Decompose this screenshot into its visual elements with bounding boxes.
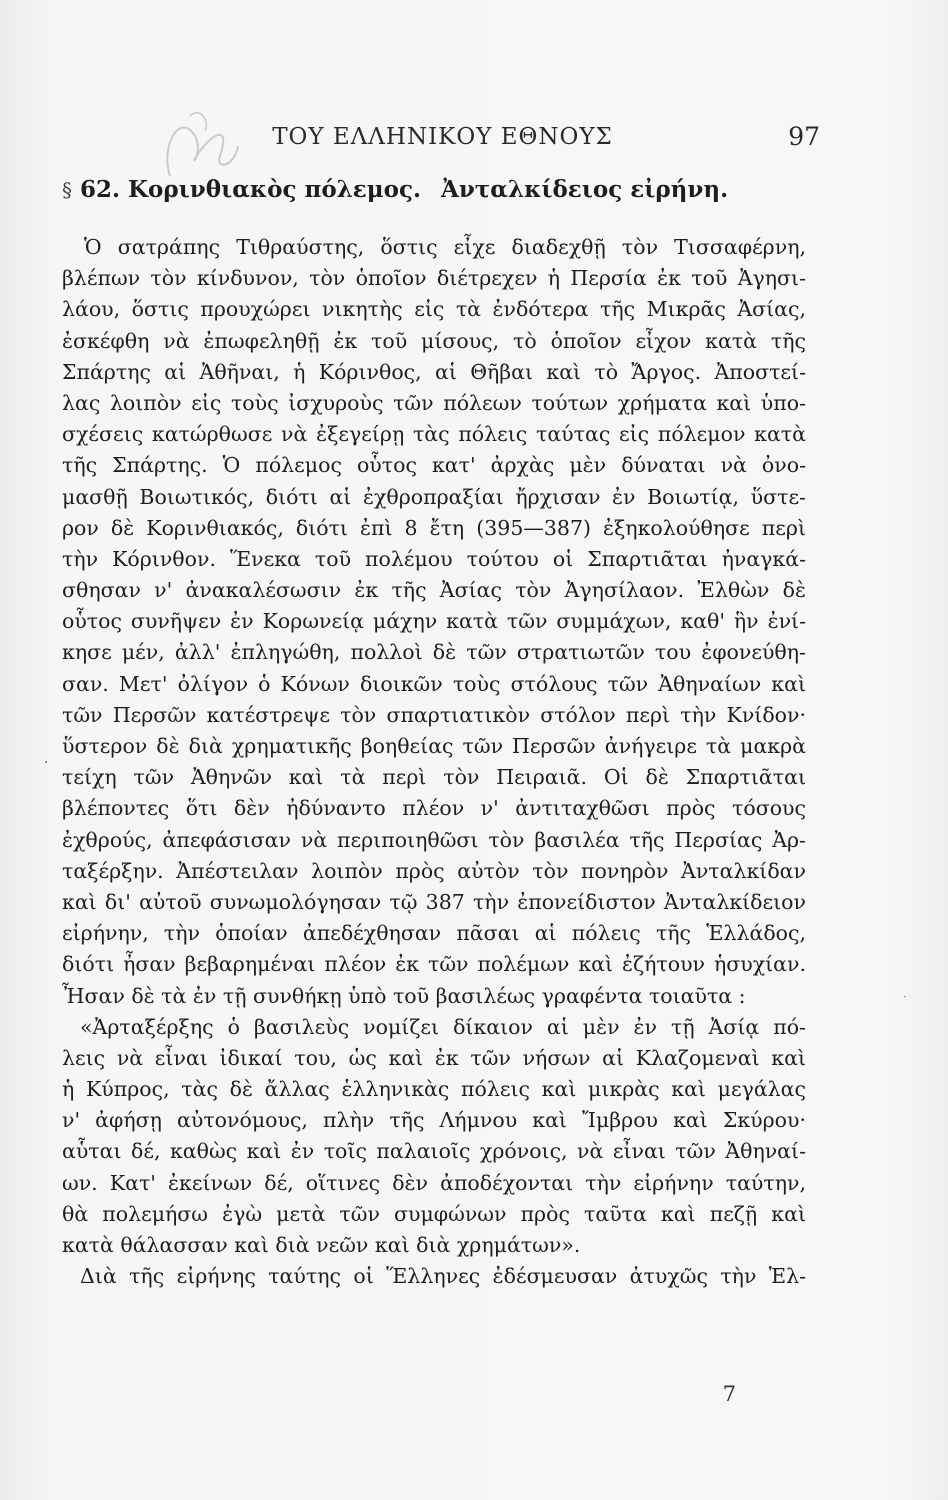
text-line: εἰρήνην, τὴν ὁποίαν ἀπεδέχθησαν πᾶσαι αἱ πόλεις τῆς Ἑλλάδος, bbox=[62, 921, 806, 946]
section-title-part2: Ἀνταλκίδειος εἰρήνη. bbox=[440, 176, 729, 203]
text-line: ἐχθρούς, ἀπεφάσισαν νὰ περιποιηθῶσι τὸν βασιλέα τῆς Περσίας Ἀρ- bbox=[62, 827, 806, 852]
text-line: τῶν Περσῶν κατέστρεψε τὸν σπαρτιατικὸν στόλον περὶ τὴν Κνίδον· bbox=[62, 702, 806, 727]
page-number: 97 bbox=[788, 122, 820, 151]
text-line: λάου, ὅστις προυχώρει νικητὴς εἰς τὰ ἐνδότερα τῆς Μικρᾶς Ἀσίας, bbox=[62, 297, 806, 322]
text-line: θὰ πολεμήσω ἐγὼ μετὰ τῶν συμφώνων πρὸς ταῦτα καὶ πεζῇ καὶ bbox=[62, 1201, 806, 1226]
signature-mark: 7 bbox=[722, 1382, 736, 1406]
text-line: Ὁ σατράπης Τιθραύστης, ὅστις εἶχε διαδεχθῇ τὸν Τισσαφέρνη, bbox=[84, 235, 806, 259]
text-line: βλέποντες ὅτι δὲν ἠδύναντο πλέον ν' ἀντιταχθῶσι πρὸς τόσους bbox=[62, 796, 806, 821]
text-line: Ἦσαν δὲ τὰ ἐν τῇ συνθήκῃ ὑπὸ τοῦ βασιλέως γραφέντα τοιαῦτα : bbox=[62, 983, 746, 1008]
text-line: βλέπων τὸν κίνδυνον, τὸν ὁποῖον διέτρεχεν ἡ Περσία ἐκ τοῦ Ἀγησι- bbox=[62, 266, 806, 291]
text-line: καὶ δι' αὐτοῦ συνωμολόγησαν τῷ 387 τὴν ἐπονείδιστον Ἀνταλκίδειον bbox=[62, 889, 806, 914]
text-line: λας λοιπὸν εἰς τοὺς ἰσχυροὺς τῶν πόλεων τούτων χρήματα καὶ ὑπο- bbox=[62, 390, 806, 415]
text-line: λεις νὰ εἶναι ἰδικαί του, ὡς καὶ ἐκ τῶν νήσων αἱ Κλαζομεναὶ καὶ bbox=[62, 1045, 806, 1070]
text-line: κησε μέν, ἀλλ' ἐπληγώθη, πολλοὶ δὲ τῶν στρατιωτῶν του ἐφονεύθη- bbox=[62, 640, 806, 665]
text-line: αὗται δέ, καθὼς καὶ ἐν τοῖς παλαιοῖς χρόνοις, νὰ εἶναι τῶν Ἀθηναί- bbox=[62, 1139, 806, 1164]
body-text bbox=[62, 232, 806, 1292]
text-line: τῆς Σπάρτης. Ὁ πόλεμος οὗτος κατ' ἀρχὰς μὲν δύναται νὰ ὀνο- bbox=[62, 453, 806, 478]
text-line: τείχη τῶν Ἀθηνῶν καὶ τὰ περὶ τὸν Πειραιᾶ. Οἱ δὲ Σπαρτιᾶται bbox=[62, 765, 806, 790]
text-line: Σπάρτης αἱ Ἀθῆναι, ἡ Κόρινθος, αἱ Θῆβαι καὶ τὸ Ἄργος. Ἀποστεί- bbox=[62, 359, 806, 384]
text-line: ἡ Κύπρος, τὰς δὲ ἄλλας ἑλληνικὰς πόλεις καὶ μικρὰς καὶ μεγάλας bbox=[62, 1077, 806, 1102]
margin-dot: · bbox=[903, 990, 907, 1004]
text-line: τὴν Κόρινθον. Ἕνεκα τοῦ πολέμου τούτου οἱ Σπαρτιᾶται ἠναγκά- bbox=[62, 546, 806, 571]
running-title: ΤΟΥ ΕΛΛΗΝΙΚΟΥ ΕΘΝΟΥΣ bbox=[272, 124, 613, 150]
text-line: ων. Κατ' ἐκείνων δέ, οἵτινες δὲν ἀποδέχονται τὴν εἰρήνην ταύτην, bbox=[62, 1170, 806, 1195]
section-sign: § bbox=[62, 178, 72, 202]
text-line: σχέσεις κατώρθωσε νὰ ἐξεγείρῃ τὰς πόλεις ταύτας εἰς πόλεμον κατὰ bbox=[62, 422, 806, 447]
text-line: διότι ἦσαν βεβαρημέναι πλέον ἐκ τῶν πολέμων καὶ ἐζήτουν ἡσυχίαν. bbox=[62, 952, 806, 977]
section-number: 62. bbox=[80, 176, 121, 203]
text-line: μασθῇ Βοιωτικός, διότι αἱ ἐχθροπραξίαι ἤρχισαν ἐν Βοιωτίᾳ, ὕστε- bbox=[62, 484, 806, 509]
page-header bbox=[70, 120, 820, 154]
text-line: ταξέρξην. Ἀπέστειλαν λοιπὸν πρὸς αὐτὸν τὸν πονηρὸν Ἀνταλκίδαν bbox=[62, 858, 806, 883]
text-line: σαν. Μετ' ὀλίγον ὁ Κόνων διοικῶν τοὺς στόλους τῶν Ἀθηναίων καὶ bbox=[62, 671, 806, 696]
text-line: ἐσκέφθη νὰ ἐπωφεληθῇ ἐκ τοῦ μίσους, τὸ ὁποῖον εἶχον κατὰ τῆς bbox=[62, 328, 806, 353]
text-line: «Ἀρταξέρξης ὁ βασιλεὺς νομίζει δίκαιον αἱ μὲν ἐν τῇ Ἀσίᾳ πό- bbox=[80, 1014, 806, 1039]
text-line: οὗτος συνῆψεν ἐν Κορωνείᾳ μάχην κατὰ τῶν συμμάχων, καθ' ἣν ἐνί- bbox=[62, 609, 806, 634]
text-line: κατὰ θάλασσαν καὶ διὰ νεῶν καὶ διὰ χρημάτων». bbox=[62, 1233, 581, 1257]
margin-dot: . bbox=[44, 751, 49, 767]
text-line: ρον δὲ Κορινθιακός, διότι ἐπὶ 8 ἔτη (395—387) ἐξηκολούθησε περὶ bbox=[62, 515, 806, 540]
section-title-part1: Κορινθιακὸς πόλεμος. bbox=[128, 176, 421, 203]
text-line: σθησαν ν' ἀνακαλέσωσιν ἐκ τῆς Ἀσίας τὸν Ἀγησίλαον. Ἐλθὼν δὲ bbox=[62, 578, 806, 603]
text-line: ν' ἀφήσῃ αὐτονόμους, πλὴν τῆς Λήμνου καὶ Ἴμβρου καὶ Σκύρου· bbox=[62, 1108, 806, 1133]
text-line: Διὰ τῆς εἰρήνης ταύτης οἱ Ἕλληνες ἐδέσμευσαν ἀτυχῶς τὴν Ἑλ- bbox=[80, 1264, 806, 1289]
section-heading bbox=[62, 176, 806, 203]
text-line: ὕστερον δὲ διὰ χρηματικῆς βοηθείας τῶν Περσῶν ἀνήγειρε τὰ μακρὰ bbox=[62, 734, 806, 758]
